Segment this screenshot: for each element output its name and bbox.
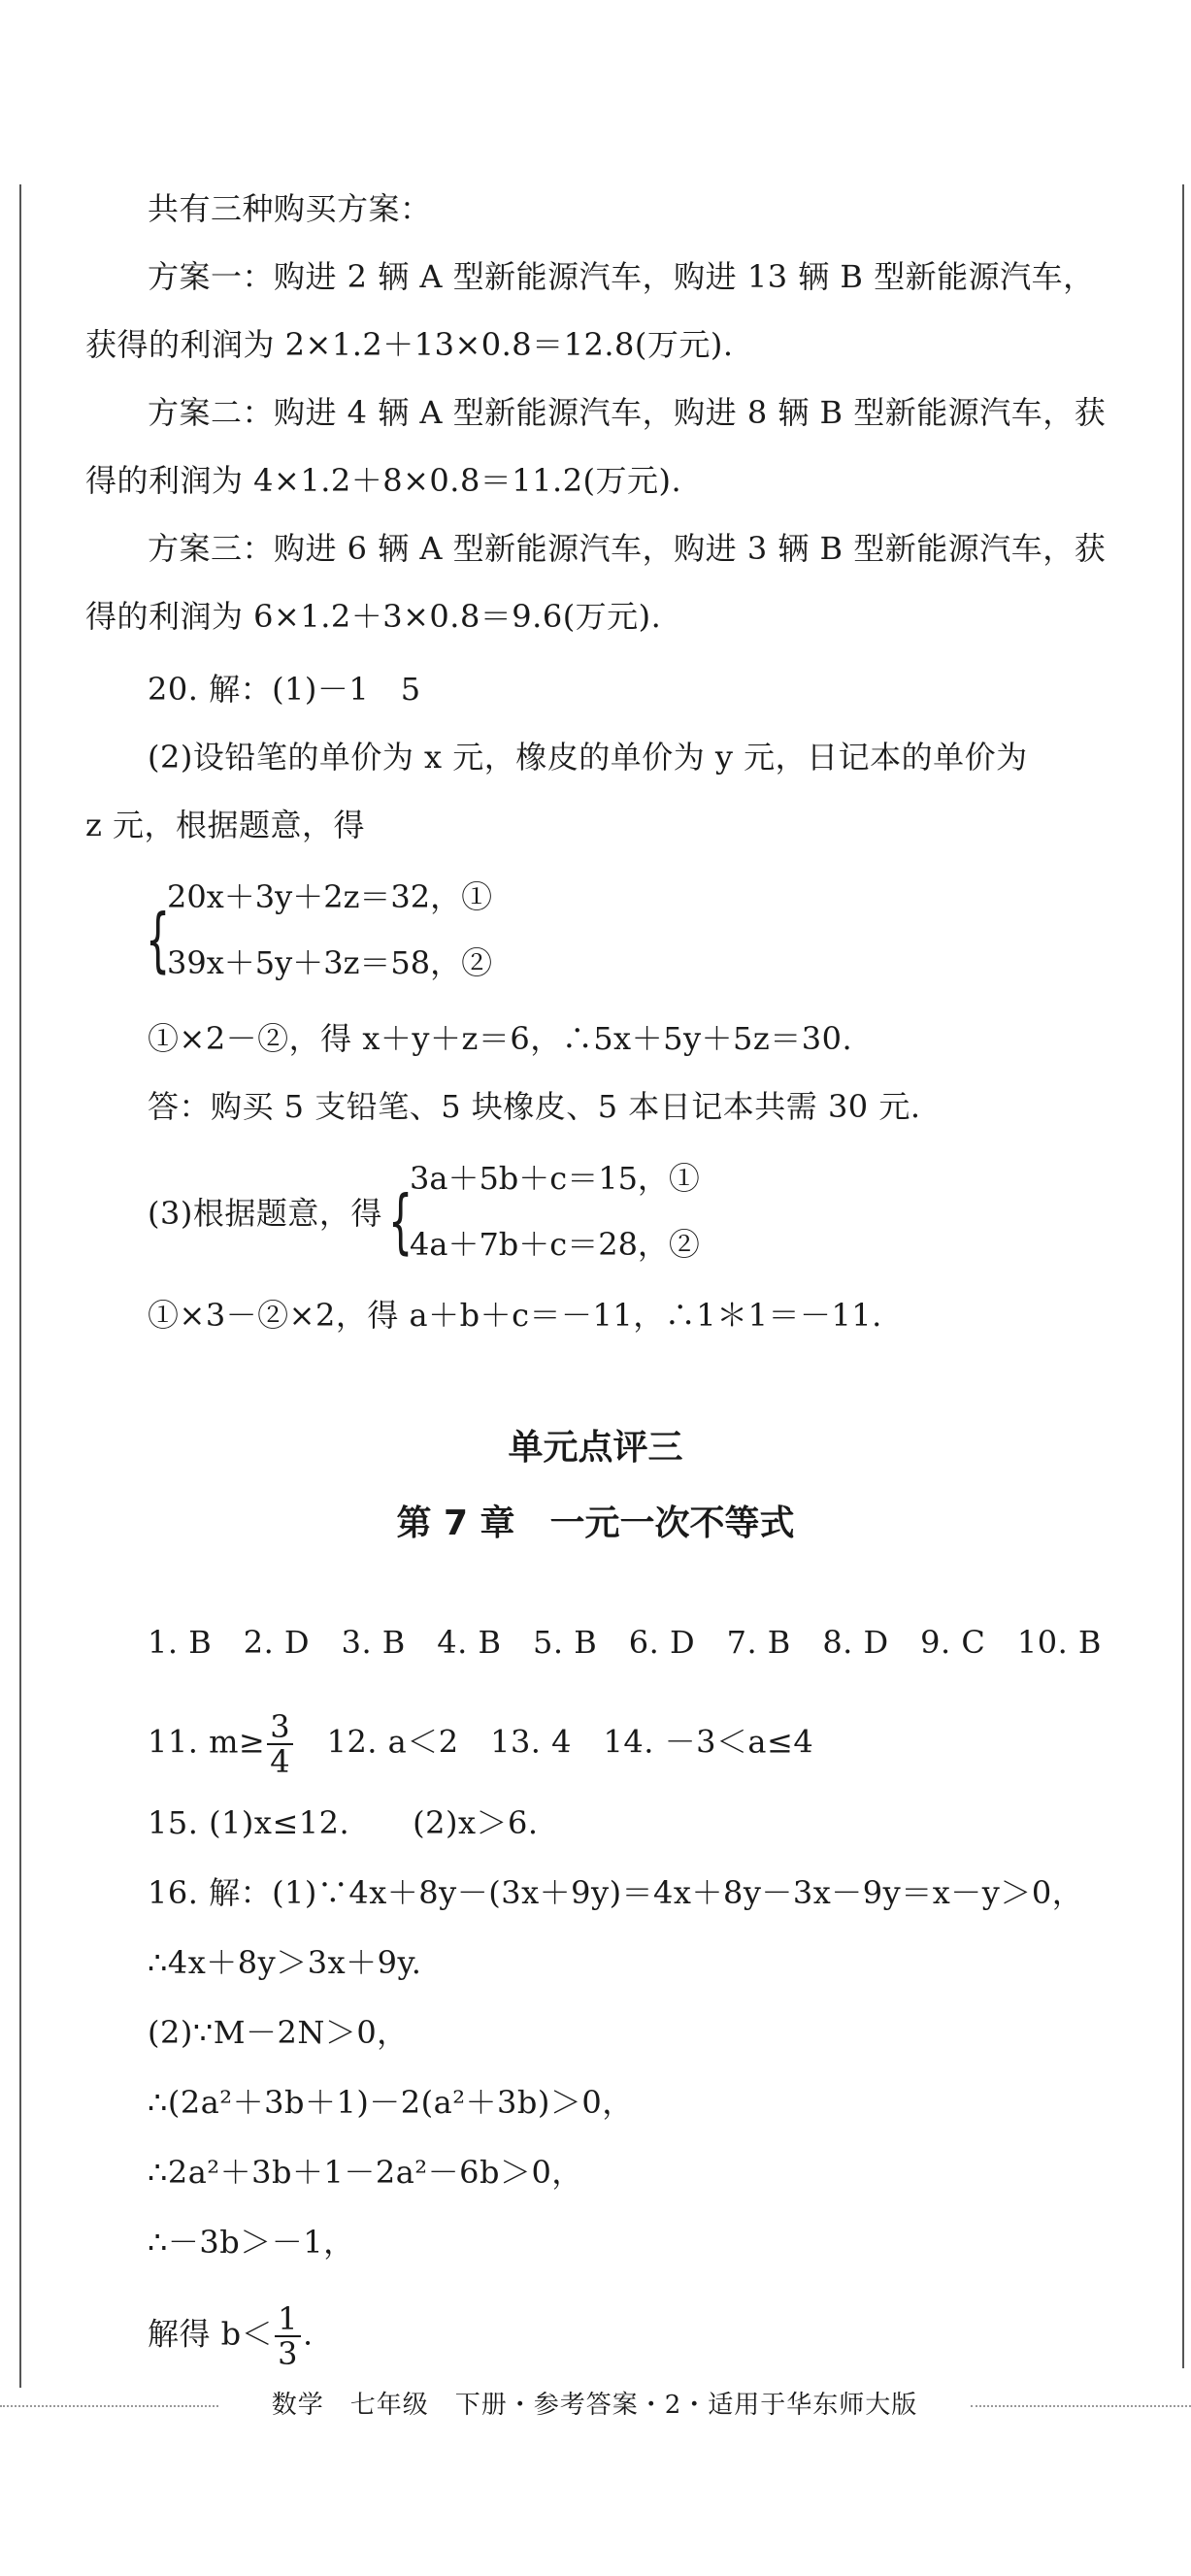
chapter-heading: 第 7 章 一元一次不等式 <box>396 1503 795 1543</box>
text-line: 16. 解：(1)∵4x＋8y－(3x＋9y)＝4x＋8y－3x－9y＝x－y＞0， <box>148 1874 1084 1911</box>
brace: { <box>388 1180 414 1262</box>
text-line: ①×3－②×2，得 a＋b＋c＝－11，∴1＊1＝－11. <box>148 1297 882 1334</box>
text-line: 方案三：购进 6 辆 A 型新能源汽车，购进 3 辆 B 型新能源汽车，获 <box>148 530 1107 567</box>
text-line: ∴－3b＞－1， <box>148 2224 355 2261</box>
inline-text: 12. a＜2 13. 4 14. －3＜a≤4 <box>295 1723 814 1761</box>
right-margin-rule <box>1182 184 1184 2368</box>
text-line: 方案二：购进 4 辆 A 型新能源汽车，购进 8 辆 B 型新能源汽车，获 <box>148 394 1107 431</box>
text-line: 得的利润为 4×1.2＋8×0.8＝11.2(万元). <box>85 462 682 499</box>
text-line: 1. B 2. D 3. B 4. B 5. B 6. D 7. B 8. D 9. C 10. B <box>148 1624 1102 1661</box>
text-line: (2)设铅笔的单价为 x 元，橡皮的单价为 y 元，日记本的单价为 <box>148 739 1028 776</box>
text-line: ∴(2a²＋3b＋1)－2(a²＋3b)＞0， <box>148 2084 634 2121</box>
equation-system-2 <box>388 1155 777 1287</box>
brace: { <box>146 899 171 980</box>
text-line: ∴4x＋8y＞3x＋9y. <box>148 1944 422 1981</box>
text-line: (2)∵M－2N＞0， <box>148 2014 409 2051</box>
text-line: 得的利润为 6×1.2＋3×0.8＝9.6(万元). <box>85 598 662 635</box>
inline-text: 11. m≥ <box>148 1723 266 1761</box>
text-line: 答：购买 5 支铅笔、5 块橡皮、5 本日记本共需 30 元. <box>148 1088 921 1125</box>
text-line: 20. 解：(1)－1 5 <box>148 671 421 708</box>
text-line: 共有三种购买方案： <box>148 190 432 227</box>
footer-divider <box>0 2405 218 2407</box>
text-line: 获得的利润为 2×1.2＋13×0.8＝12.8(万元). <box>85 326 734 363</box>
text-line: ①×2－②，得 x＋y＋z＝6，∴5x＋5y＋5z＝30. <box>148 1020 853 1057</box>
page-footer <box>0 2386 1191 2425</box>
text-line: ∴2a²＋3b＋1－2a²－6b＞0， <box>148 2154 583 2191</box>
footer-divider <box>971 2405 1191 2407</box>
fraction <box>267 1710 293 1778</box>
text-line <box>148 2302 314 2370</box>
inline-text: 解得 b＜ <box>148 2315 274 2353</box>
footer-text: 数学 七年级 下册・参考答案・2・适用于华东师大版 <box>271 2391 918 2420</box>
numerator: 1 <box>275 2302 301 2337</box>
equation: 20x＋3y＋2z＝32，① <box>167 878 493 915</box>
equation: 39x＋5y＋3z＝58，② <box>167 944 493 981</box>
left-margin-rule <box>19 184 21 2388</box>
inline-text: . <box>303 2315 314 2353</box>
section-heading: 单元点评三 <box>508 1428 683 1468</box>
text-line: (3)根据题意，得 <box>148 1195 382 1232</box>
numerator: 3 <box>267 1710 293 1745</box>
equation-system-1 <box>146 874 582 1006</box>
text-line: 15. (1)x≤12. (2)x＞6. <box>148 1804 539 1841</box>
text-line: 方案一：购进 2 辆 A 型新能源汽车，购进 13 辆 B 型新能源汽车， <box>148 258 1095 295</box>
denominator: 3 <box>278 2335 299 2372</box>
equation: 3a＋5b＋c＝15，① <box>410 1160 700 1197</box>
equation: 4a＋7b＋c＝28，② <box>410 1226 700 1263</box>
text-line <box>148 1710 813 1778</box>
denominator: 4 <box>270 1743 291 1780</box>
text-line: z 元，根据题意，得 <box>85 807 366 843</box>
fraction <box>275 2302 301 2370</box>
